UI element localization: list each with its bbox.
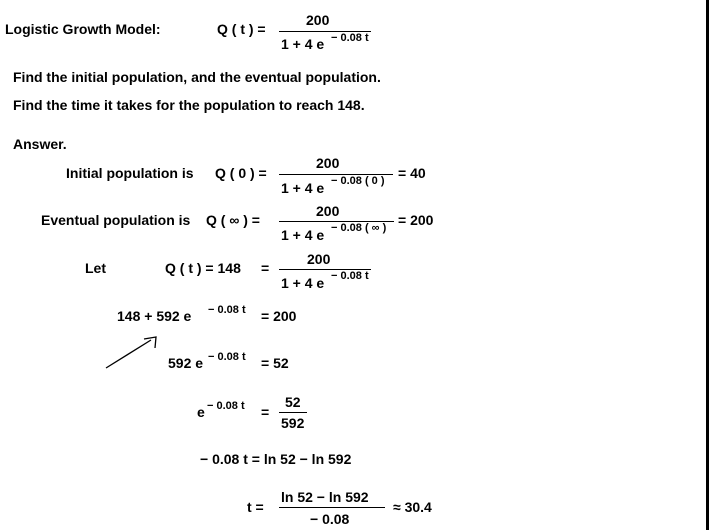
eventual-denominator: 1 + 4 e [281,227,325,243]
step5-result: ≈ 30.4 [393,499,432,515]
eventual-exponent: − 0.08 ( ∞ ) [331,222,387,234]
task-1: Find the initial population, and the eventual population. [13,69,381,85]
model-label: Logistic Growth Model: [5,21,161,37]
model-denominator: 1 + 4 e [281,36,325,52]
model-exponent: − 0.08 t [331,32,369,44]
step5-denominator: − 0.08 [310,511,350,527]
initial-exponent: − 0.08 ( 0 ) [331,175,385,187]
step5-numerator: ln 52 − ln 592 [281,489,369,505]
step2-exponent: − 0.08 t [208,351,246,363]
eventual-result: = 200 [398,212,434,228]
initial-denominator: 1 + 4 e [281,180,325,196]
eventual-q: Q ( ∞ ) = [206,212,260,228]
step1-exponent: − 0.08 t [208,304,246,316]
step4-equation: − 0.08 t = ln 52 − ln 592 [200,451,352,467]
let-exponent: − 0.08 t [331,270,369,282]
let-denominator: 1 + 4 e [281,275,325,291]
model-q-of-t: Q ( t ) = [217,21,266,37]
step3-denominator: 592 [281,415,305,431]
let-label: Let [85,260,106,276]
model-numerator: 200 [306,12,330,28]
initial-result: = 40 [398,165,426,181]
step3-lhs: e [197,404,205,420]
let-equals: = [261,260,270,276]
eventual-label: Eventual population is [41,212,191,228]
let-q: Q ( t ) = 148 [165,260,241,276]
step5-fraction-bar [279,507,385,508]
step2-lhs: 592 e [168,355,204,371]
step1-lhs: 148 + 592 e [117,308,192,324]
arrow-annotation [100,328,164,372]
eventual-numerator: 200 [316,203,340,219]
step3-numerator: 52 [285,394,301,410]
answer-heading: Answer. [13,136,67,152]
step3-equals: = [261,404,270,420]
step1-rhs: = 200 [261,308,297,324]
initial-label: Initial population is [66,165,194,181]
step2-rhs: = 52 [261,355,289,371]
initial-q: Q ( 0 ) = [215,165,267,181]
let-numerator: 200 [307,251,331,267]
task-2: Find the time it takes for the population to reach 148. [13,97,365,113]
initial-numerator: 200 [316,155,340,171]
step3-fraction-bar [279,412,307,413]
step3-exponent: − 0.08 t [207,400,245,412]
step5-lhs: t = [247,499,264,515]
